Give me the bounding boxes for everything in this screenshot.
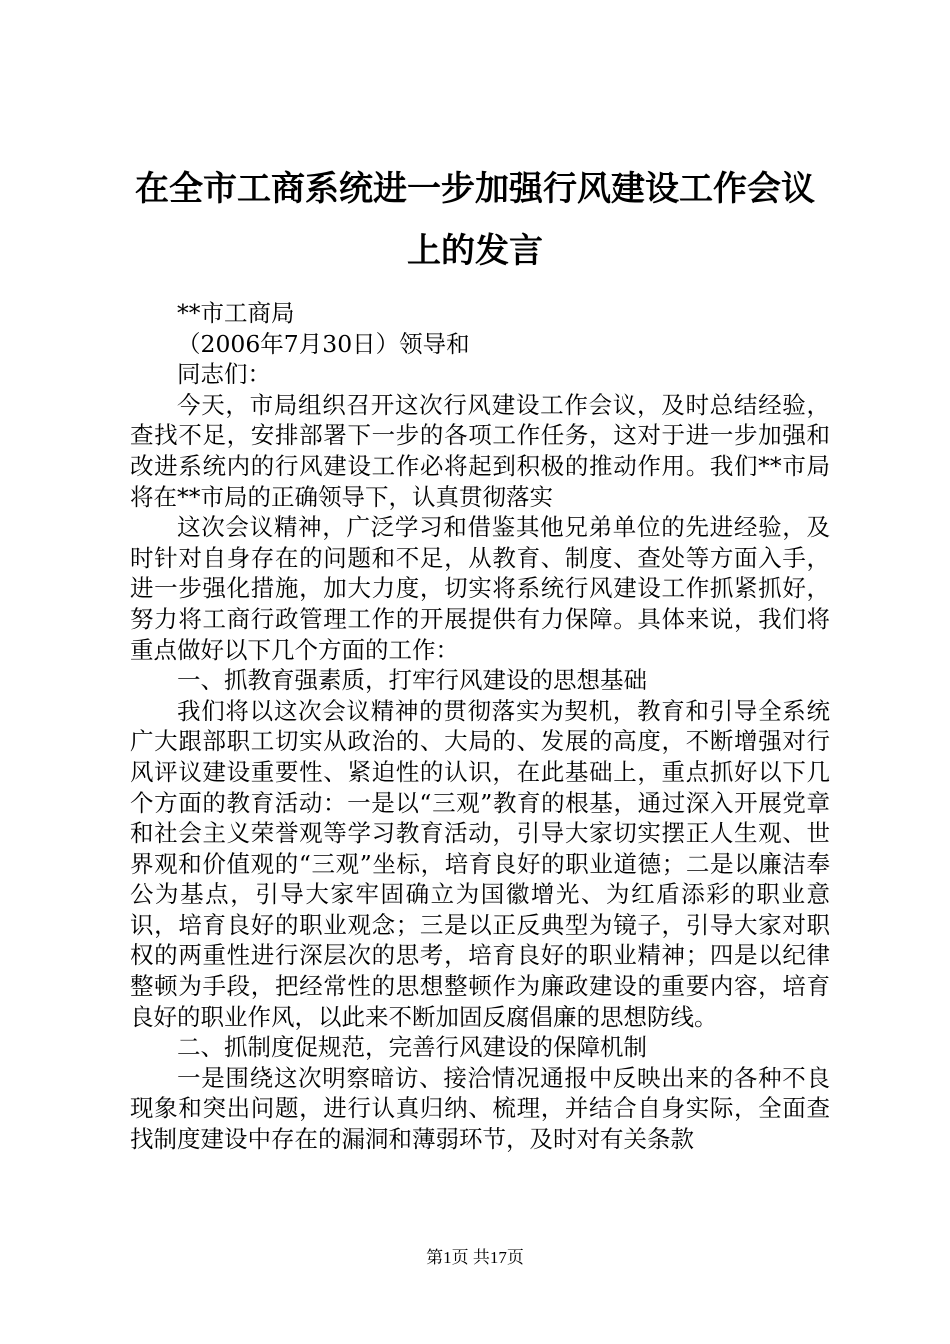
title-line-1: 在全市工商系统进一步加强行风建设工作会议 — [135, 169, 815, 209]
title-line-2: 上的发言 — [407, 231, 543, 271]
page-footer: 第1页 共17页 — [426, 1248, 524, 1267]
date-line: （2006年7月30日）领导和 — [177, 329, 470, 358]
salutation: 同志们： — [177, 360, 271, 389]
paragraph: 我们将以这次会议精神的贯彻落实为契机，教育和引导全系统广大跟部职工切实从政治的、大局的、发展的高度，不断增强对行风评议建设重要性、紧迫性的认识，在此基础上，重点抓好以下几个方面的教育活动：一是以“三观”教育的根基，通过深入开展党章和社会主义荣誉观等学习教育活动，引导大家切实摆正人生观、世界观和价值观的“三观”坐标，培育良好的职业道德；二是以廉洁奉公为基点，引导大家牢固确立为国徽增光、为红盾添彩的职业意识，培育良好的职业观念；三是以正反典型为镜子，引导大家对职权的两重性进行深层次的思考，培育良好的职业精神；四是以纪律整顿为手段，把经常性的思想整顿作为廉政建设的重要内容，培育良好的职业作风，以此来不断加固反腐倡廉的思想防线。 — [130, 696, 830, 1031]
document-body — [130, 298, 830, 1155]
section-heading: 二、抓制度促规范，完善行风建设的保障机制 — [177, 1033, 647, 1062]
document-title — [118, 158, 832, 282]
paragraph: 一是围绕这次明察暗访、接洽情况通报中反映出来的各种不良现象和突出问题，进行认真归纳、梳理，并结合自身实际，全面查找制度建设中存在的漏洞和薄弱环节，及时对有关条款 — [130, 1063, 830, 1154]
paragraph: 这次会议精神，广泛学习和借鉴其他兄弟单位的先进经验，及时针对自身存在的问题和不足，从教育、制度、查处等方面入手，进一步强化措施，加大力度，切实将系统行风建设工作抓紧抓好，努力将工商行政管理工作的开展提供有力保障。具体来说，我们将重点做好以下几个方面的工作： — [130, 513, 830, 664]
paragraph: 今天，市局组织召开这次行风建设工作会议，及时总结经验，查找不足，安排部署下一步的各项工作任务，这对于进一步加强和改进系统内的行风建设工作必将起到积极的推动作用。我们**市局将在**市局的正确领导下，认真贯彻落实 — [130, 390, 830, 511]
author-line: **市工商局 — [177, 299, 295, 327]
section-heading: 一、抓教育强素质，打牢行风建设的思想基础 — [177, 666, 647, 695]
